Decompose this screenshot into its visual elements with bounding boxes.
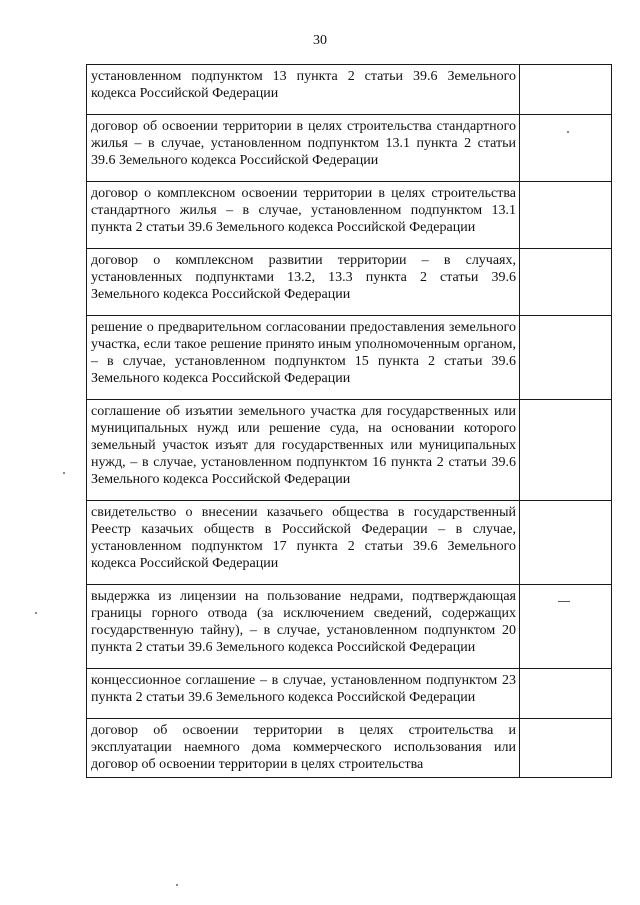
scan-speck xyxy=(567,131,569,133)
empty-cell xyxy=(520,65,612,115)
table-row xyxy=(87,65,612,115)
table-row xyxy=(87,501,612,585)
empty-cell xyxy=(520,316,612,400)
document-description: установленном подпунктом 13 пункта 2 статьи 39.6 Земельного кодекса Российской Федерации xyxy=(87,65,520,115)
empty-cell xyxy=(520,249,612,316)
empty-cell xyxy=(520,719,612,778)
empty-cell xyxy=(520,585,612,669)
document-description: соглашение об изъятии земельного участка для государственных или муниципальных нужд или решение суда, на основании которого земельный участок изъят для государственных или муниципальных нужд, – в случае, установленном подпунктом 16 пункта 2 статьи 39.6 Земельного кодекса Российской Федерации xyxy=(87,400,520,501)
pen-mark xyxy=(558,601,570,602)
document-description: договор об освоении территории в целях строительства и эксплуатации наемного дома коммерческого использования или договор об освоении территории в целях строительства xyxy=(87,719,520,778)
document-description: договор о комплексном освоении территории в целях строительства стандартного жилья – в случае, установленном подпунктом 13.1 пункта 2 статьи 39.6 Земельного кодекса Российской Федерации xyxy=(87,182,520,249)
scan-speck xyxy=(63,472,65,474)
empty-cell xyxy=(520,501,612,585)
documents-table xyxy=(86,64,612,778)
table-row xyxy=(87,400,612,501)
empty-cell xyxy=(520,669,612,719)
empty-cell xyxy=(520,115,612,182)
document-description: концессионное соглашение – в случае, установленном подпунктом 23 пункта 2 статьи 39.6 Земельного кодекса Российской Федерации xyxy=(87,669,520,719)
table-row xyxy=(87,669,612,719)
table-row xyxy=(87,719,612,778)
scan-speck xyxy=(176,884,178,886)
table-row xyxy=(87,115,612,182)
page-number: 30 xyxy=(313,33,327,48)
document-description: договор о комплексном развитии территории – в случаях, установленных подпунктами 13.2, 13.3 пункта 2 статьи 39.6 Земельного кодекса Российской Федерации xyxy=(87,249,520,316)
document-description: свидетельство о внесении казачьего общества в государственный Реестр казачьих обществ в Российской Федерации – в случае, установленном подпунктом 17 пункта 2 статьи 39.6 Земельного кодекса Российской Федерации xyxy=(87,501,520,585)
empty-cell xyxy=(520,400,612,501)
table-row xyxy=(87,249,612,316)
table-row xyxy=(87,585,612,669)
empty-cell xyxy=(520,182,612,249)
scan-speck xyxy=(35,612,37,614)
document-description: выдержка из лицензии на пользование недрами, подтверждающая границы горного отвода (за исключением сведений, содержащих государственную тайну), – в случае, установленном подпунктом 20 пункта 2 статьи 39.6 Земельного кодекса Российской Федерации xyxy=(87,585,520,669)
document-description: решение о предварительном согласовании предоставления земельного участка, если такое решение принято иным уполномоченным органом, – в случае, установленном подпунктом 15 пункта 2 статьи 39.6 Земельного кодекса Российской Федерации xyxy=(87,316,520,400)
table-row xyxy=(87,182,612,249)
table-row xyxy=(87,316,612,400)
document-description: договор об освоении территории в целях строительства стандартного жилья – в случае, установленном подпунктом 13.1 пункта 2 статьи 39.6 Земельного кодекса Российской Федерации xyxy=(87,115,520,182)
